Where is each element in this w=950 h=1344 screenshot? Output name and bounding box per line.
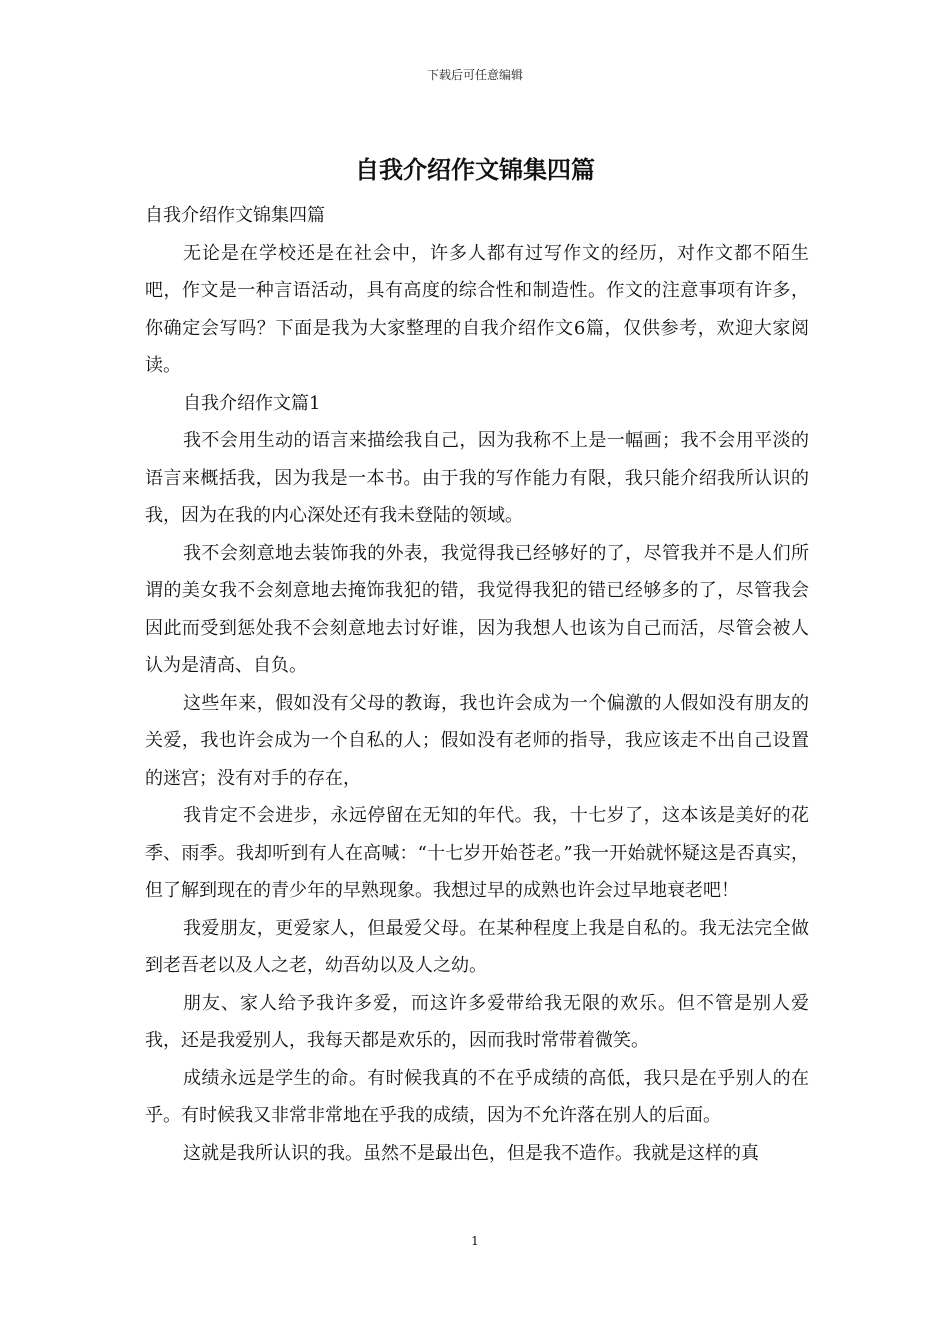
body-paragraph: 我肯定不会进步，永远停留在无知的年代。我，十七岁了，这本该是美好的花季、雨季。我却听到有人在高喊：“十七岁开始苍老。”我一开始就怀疑这是否真实，但了解到现在的青少年的早熟现象。我想过早的成熟也许会过早地衰老吧！ [145, 805, 809, 901]
header-note: 下载后可任意编辑 [426, 68, 523, 82]
body-paragraph: 我不会用生动的语言来描绘我自己，因为我称不上是一幅画；我不会用平淡的语言来概括我，因为我是一本书。由于我的写作能力有限，我只能介绍我所认识的我，因为在我的内心深处还有我未登陆的领域。 [145, 430, 809, 526]
body-paragraph: 我爱朋友，更爱家人，但最爱父母。在某种程度上我是自私的。我无法完全做到老吾老以及人之老，幼吾幼以及人之幼。 [145, 917, 809, 976]
body-paragraph: 成绩永远是学生的命。有时候我真的不在乎成绩的高低，我只是在乎别人的在乎。有时候我又非常非常地在乎我的成绩，因为不允许落在别人的后面。 [145, 1067, 809, 1126]
body-paragraph: 朋友、家人给予我许多爱，而这许多爱带给我无限的欢乐。但不管是别人爱我，还是我爱别人，我每天都是欢乐的，因而我时常带着微笑。 [145, 992, 809, 1051]
document-body [145, 197, 809, 1172]
page-number: 1 [471, 1234, 479, 1248]
body-paragraph: 我不会刻意地去装饰我的外表，我觉得我已经够好的了，尽管我并不是人们所谓的美女我不会刻意地去掩饰我犯的错，我觉得我犯的错已经够多的了，尽管我会因此而受到惩处我不会刻意地去讨好谁，因为我想人也该为自己而活，尽管会被人认为是清高、自负。 [145, 542, 809, 676]
subtitle-paragraph: 自我介绍作文锦集四篇 [145, 205, 325, 226]
section-heading: 自我介绍作文篇1 [183, 392, 321, 414]
body-paragraph: 这就是我所认识的我。虽然不是最出色，但是我不造作。我就是这样的真 [183, 1142, 759, 1164]
document-title: 自我介绍作文锦集四篇 [355, 155, 595, 184]
body-paragraph: 无论是在学校还是在社会中，许多人都有过写作文的经历，对作文都不陌生吧，作文是一种言语活动，具有高度的综合性和制造性。作文的注意事项有许多，你确定会写吗？下面是我为大家整理的自我介绍作文6篇，仅供参考，欢迎大家阅读。 [145, 242, 809, 376]
body-paragraph: 这些年来，假如没有父母的教诲，我也许会成为一个偏激的人假如没有朋友的关爱，我也许会成为一个自私的人；假如没有老师的指导，我应该走不出自己设置的迷宫；没有对手的存在， [145, 692, 809, 789]
